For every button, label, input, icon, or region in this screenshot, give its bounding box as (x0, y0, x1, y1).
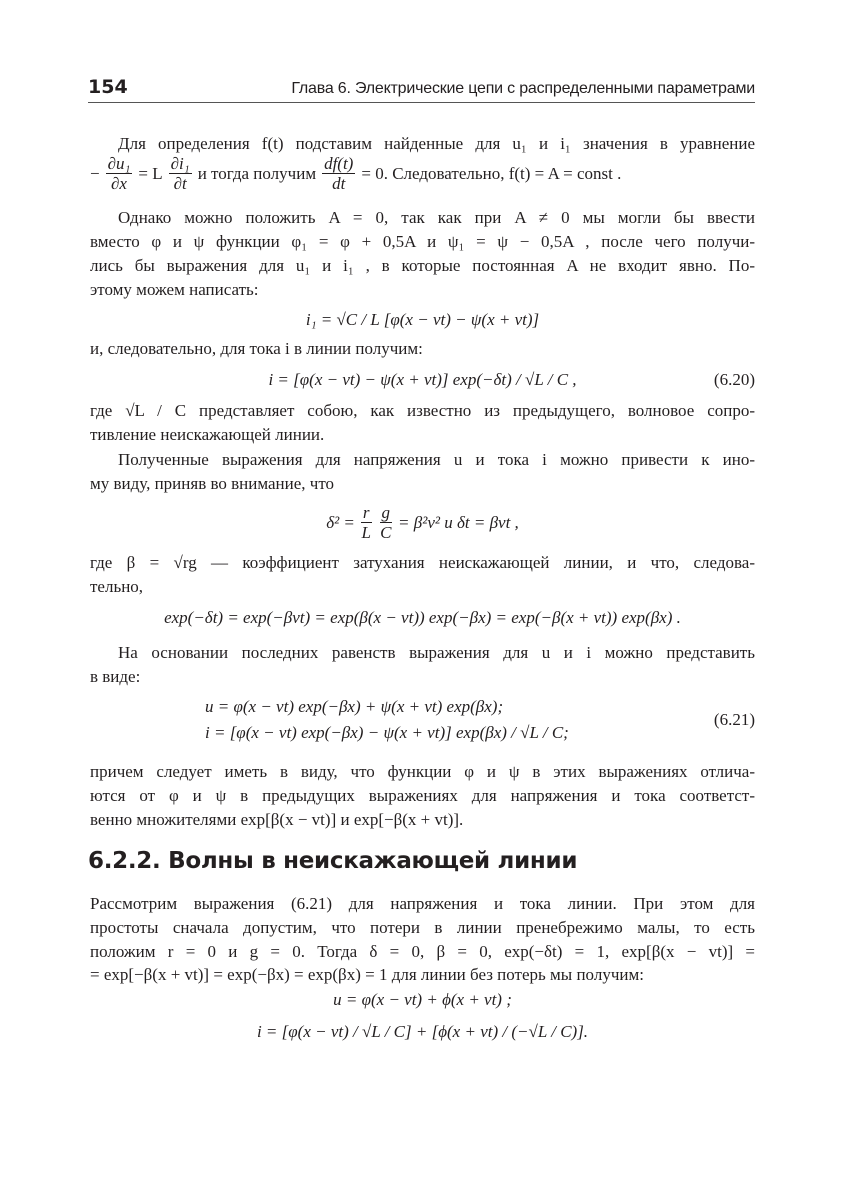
paragraph-line: тельно, (90, 577, 144, 596)
paragraph-line: венно множителями exp[β(x − vt)] и exp[−β(x + vt)]. (90, 810, 464, 829)
paragraph-line: вместо φ и ψ функции φ₁ = φ + 0,5A и ψ₁ = ψ − 0,5A , после чего получи- (90, 232, 755, 251)
text: и тогда получим (197, 163, 317, 183)
text: = 0. Следовательно, f(t) = A = const . (361, 163, 622, 183)
numerator: r (362, 503, 370, 522)
paragraph-line: лись бы выражения для u₁ и i₁ , в которые постоянная A не входит явно. По- (90, 256, 755, 275)
equation-i1: i₁ = √C / L [φ(x − vt) − ψ(x + vt)] (305, 310, 540, 329)
minus-sign: − (90, 163, 100, 183)
paragraph-line: причем следует иметь в виду, что функции φ и ψ в этих выражениях отлича- (90, 762, 755, 781)
equation-exp: exp(−δt) = exp(−βvt) = exp(β(x − vt)) exp(−βx) = exp(−β(x + vt)) exp(βx) . (164, 608, 681, 627)
numerator: ∂u₁ (107, 154, 131, 173)
fraction (322, 154, 355, 193)
paragraph-line: где √L / C представляет собою, как известно из предыдущего, волновое сопро- (90, 401, 755, 420)
denominator: dt (332, 174, 346, 193)
paragraph-line: где β = √rg — коэффициент затухания неискажающей линии, и что, следова- (90, 553, 755, 572)
paragraph-line: и, следовательно, для тока i в линии получим: (90, 339, 423, 358)
denominator: ∂x (111, 174, 127, 193)
equation-6-20: i = [φ(x − vt) − ψ(x + vt)] exp(−δt) / √L / C , (268, 370, 577, 389)
header-rule (88, 102, 755, 103)
paragraph-line: = exp[−β(x + vt)] = exp(−βx) = exp(βx) = 1 для линии без потерь мы получим: (90, 965, 644, 984)
paragraph-line: в виде: (90, 667, 141, 686)
equation-i-lossless: i = [φ(x − vt) / √L / C] + [ϕ(x + vt) / (−√L / C)]. (256, 1022, 589, 1041)
numerator: ∂i₁ (170, 154, 190, 173)
fraction (169, 154, 192, 193)
equation-text: = L (138, 163, 163, 183)
paragraph-line: Однако можно положить A = 0, так как при A ≠ 0 мы могли бы ввести (118, 208, 755, 227)
paragraph-line: тивление неискажающей линии. (90, 425, 325, 444)
equation-derivative (90, 154, 755, 193)
equation-6-21-i: i = [φ(x − vt) exp(−βx) − ψ(x + vt)] exp(βx) / √L / C; (205, 723, 569, 742)
paragraph-line: На основании последних равенств выражения для u и i можно представить (118, 643, 755, 662)
page-number: 154 (88, 76, 128, 98)
paragraph-line: му виду, приняв во внимание, что (90, 474, 335, 493)
section-heading: 6.2.2. Волны в неискажающей линии (88, 848, 578, 874)
numerator: df(t) (324, 154, 354, 173)
denominator: ∂t (173, 174, 187, 193)
equation-text: = β²v² и δt = βvt , (398, 512, 519, 532)
fraction (380, 503, 393, 542)
numerator: g (381, 503, 391, 522)
paragraph-line: Для определения f(t) подставим найденные для u₁ и i₁ значения в уравнение (118, 134, 755, 153)
equation-u-lossless: u = φ(x − vt) + ϕ(x + vt) ; (333, 990, 512, 1009)
paragraph-line: Рассмотрим выражения (6.21) для напряжения и тока линии. При этом для (90, 894, 755, 913)
equation-number: (6.21) (713, 710, 755, 729)
equation-delta (90, 503, 755, 542)
paragraph-line: простоты сначала допустим, что потери в линии пренебрежимо малы, то есть (90, 918, 755, 937)
equation-6-21-u: u = φ(x − vt) exp(−βx) + ψ(x + vt) exp(βx); (205, 697, 504, 716)
paragraph-line: ются от φ и ψ в предыдущих выражениях для напряжения и тока соответст- (90, 786, 755, 805)
paragraph-line: положим r = 0 и g = 0. Тогда δ = 0, β = 0, exp(−δt) = 1, exp[β(x − vt)] = (90, 942, 755, 961)
running-header: Глава 6. Электрические цепи с распределенными параметрами (291, 80, 755, 97)
denominator: C (380, 523, 392, 542)
paragraph-line: Полученные выражения для напряжения u и тока i можно привести к ино- (118, 450, 755, 469)
paragraph-line: этому можем написать: (90, 280, 259, 299)
fraction (361, 503, 372, 542)
denominator: L (361, 523, 371, 542)
equation-number: (6.20) (713, 370, 755, 389)
fraction (106, 154, 133, 193)
equation-text: δ² = (326, 512, 355, 532)
